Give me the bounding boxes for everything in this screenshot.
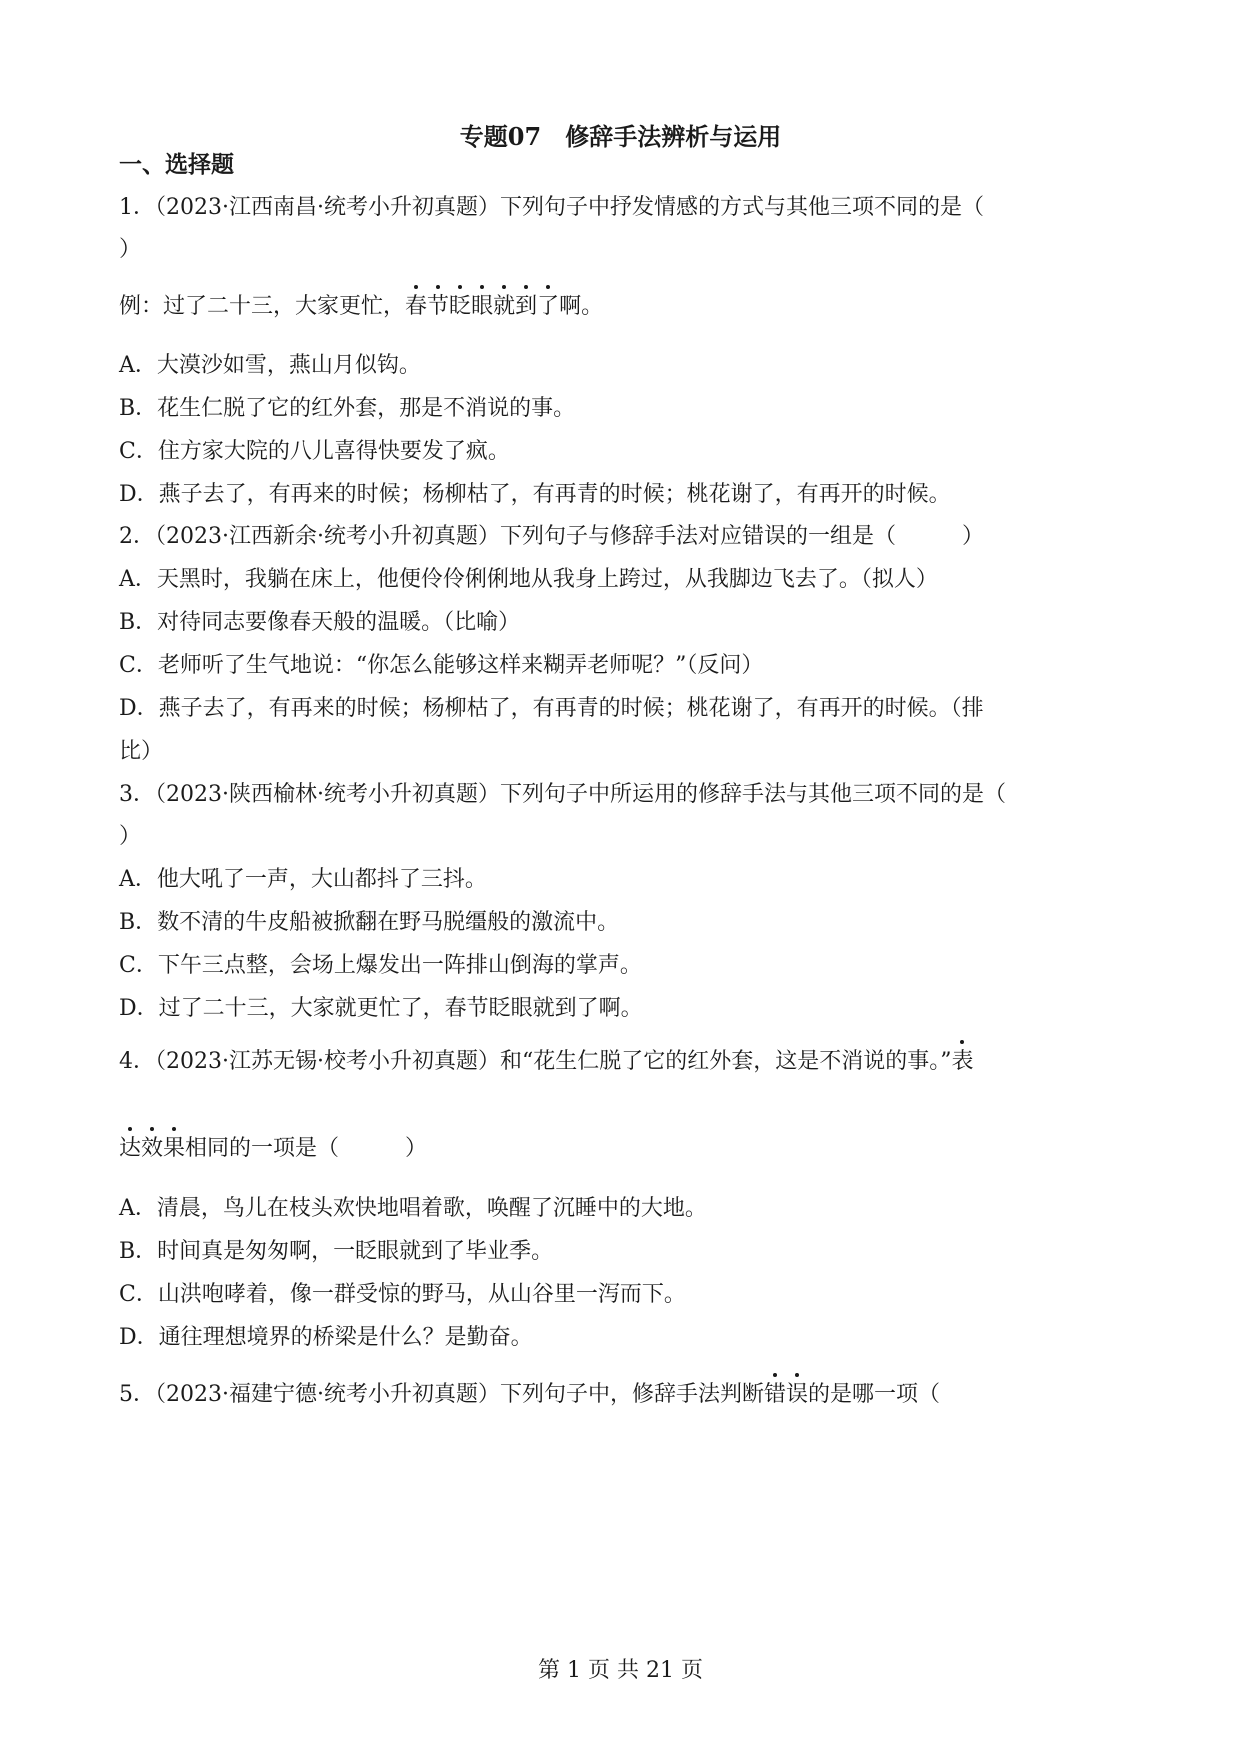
question-3-option-b: B．数不清的牛皮船被掀翻在野马脱缰般的激流中。 <box>119 910 620 935</box>
question-2-stem: 2．（2023·江西新余·统考小升初真题）下列句子与修辞手法对应错误的一组是（ ） <box>119 524 984 549</box>
question-3-option-d: D．过了二十三，大家就更忙了，春节眨眼就到了啊。 <box>119 996 643 1021</box>
emphasis-char: 误 <box>786 1380 808 1410</box>
question-2-option-c: C．老师听了生气地说：“你怎么能够这样来糊弄老师呢？”（反问） <box>119 653 764 678</box>
stem-text: 4．（2023·江苏无锡·校考小升初真题）和“花生仁脱了它的红外套，这是不消说的事。” <box>119 1049 952 1074</box>
question-3-stem-close: ） <box>119 824 142 849</box>
question-1-example <box>119 292 603 322</box>
emphasis-char: 表 <box>951 1047 973 1077</box>
emphasis-char: 了 <box>537 292 559 322</box>
emphasis-char: 果 <box>163 1134 185 1164</box>
question-3-stem: 3．（2023·陕西榆林·统考小升初真题）下列句子中所运用的修辞手法与其他三项不同的是（ <box>119 782 1006 807</box>
question-3-option-c: C．下午三点整，会场上爆发出一阵排山倒海的掌声。 <box>119 953 642 978</box>
question-1-option-b: B．花生仁脱了它的红外套，那是不消说的事。 <box>119 396 576 421</box>
question-2-option-a: A．天黑时，我躺在床上，他便伶伶俐俐地从我身上跨过，从我脚边飞去了。（拟人） <box>119 567 938 592</box>
emphasis-char: 错 <box>764 1380 786 1410</box>
question-1-stem: 1．（2023·江西南昌·统考小升初真题）下列句子中抒发情感的方式与其他三项不同的是（ <box>119 195 984 220</box>
emphasis-char: 春 <box>405 292 427 322</box>
page-footer: 第 1 页 共 21 页 <box>538 1658 703 1683</box>
example-text: 例：过了二十三，大家更忙， <box>119 294 406 319</box>
question-1-option-c: C．住方家大院的八儿喜得快要发了疯。 <box>119 439 510 464</box>
stem-text: 5．（2023·福建宁德·统考小升初真题）下列句子中，修辞手法判断 <box>119 1382 764 1407</box>
question-4-option-d: D．通往理想境界的桥梁是什么？是勤奋。 <box>119 1325 533 1350</box>
question-1-stem-close: ） <box>119 237 142 262</box>
emphasis-char: 节 <box>427 292 449 322</box>
example-text: 啊。 <box>559 294 604 319</box>
question-1-option-d: D．燕子去了，有再来的时候；杨柳枯了，有再青的时候；桃花谢了，有再开的时候。 <box>119 482 951 507</box>
stem-text: 的是哪一项（ <box>808 1382 941 1407</box>
question-3-option-a: A．他大吼了一声，大山都抖了三抖。 <box>119 867 487 892</box>
emphasis-char: 眼 <box>471 292 493 322</box>
emphasis-char: 就 <box>493 292 515 322</box>
question-1-option-a: A．大漠沙如雪，燕山月似钩。 <box>119 353 421 378</box>
question-2-option-d: D．燕子去了，有再来的时候；杨柳枯了，有再青的时候；桃花谢了，有再开的时候。（排 <box>119 696 984 721</box>
emphasis-char: 眨 <box>449 292 471 322</box>
question-4-option-c: C．山洪咆哮着，像一群受惊的野马，从山谷里一泻而下。 <box>119 1282 686 1307</box>
question-4-option-b: B．时间真是匆匆啊，一眨眼就到了毕业季。 <box>119 1239 554 1264</box>
page-title: 专题07 修辞手法辨析与运用 <box>459 122 782 151</box>
emphasis-char: 效 <box>141 1134 163 1164</box>
emphasis-char: 达 <box>119 1134 141 1164</box>
question-4-stem <box>119 1047 973 1077</box>
question-2-option-b: B．对待同志要像春天般的温暖。（比喻） <box>119 610 521 635</box>
question-5-stem <box>119 1380 940 1410</box>
question-4-stem-cont <box>119 1134 427 1164</box>
emphasis-char: 到 <box>515 292 537 322</box>
question-4-option-a: A．清晨，鸟儿在枝头欢快地唱着歌，唤醒了沉睡中的大地。 <box>119 1196 707 1221</box>
stem-text: 相同的一项是（ ） <box>185 1136 428 1161</box>
section-heading: 一、选择题 <box>119 151 234 178</box>
question-2-option-d-cont: 比） <box>119 739 164 764</box>
